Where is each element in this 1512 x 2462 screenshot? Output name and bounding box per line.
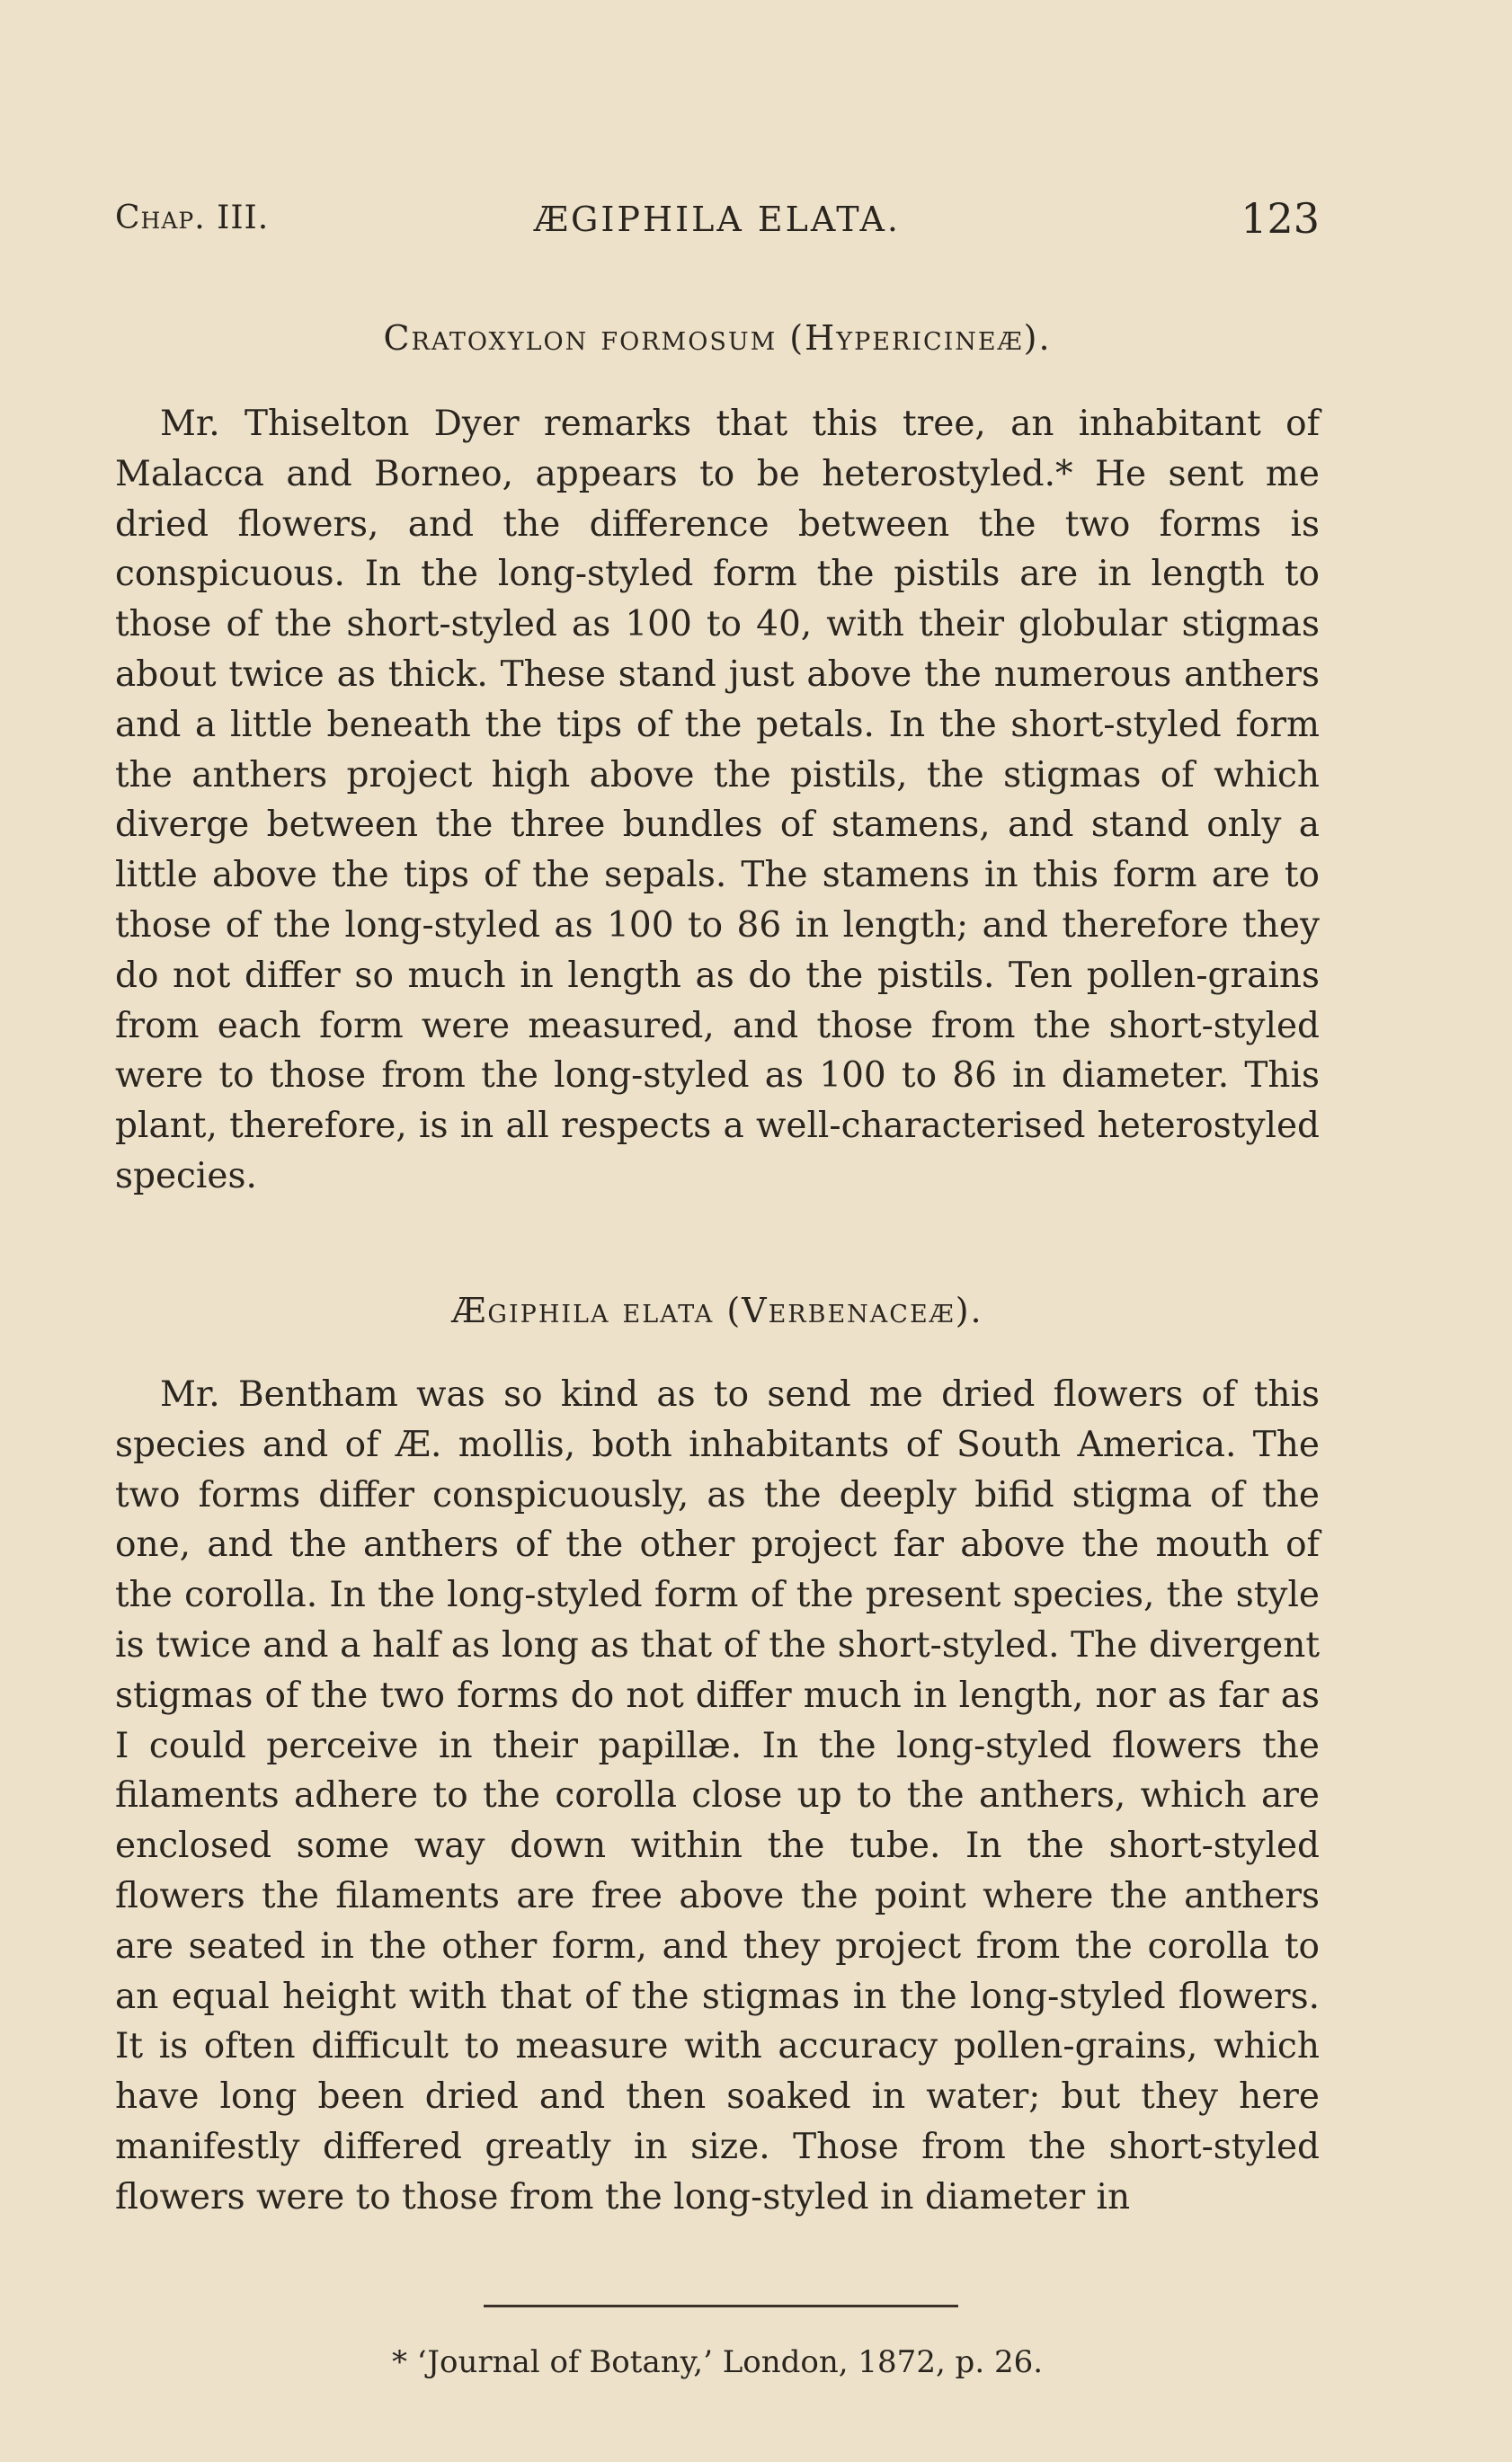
- footnote-divider: [484, 2305, 958, 2307]
- section-title-cratoxylon: Cratoxylon formosum (Hypericineæ).: [383, 318, 1052, 358]
- paragraph-aegiphila: Mr. Bentham was so kind as to send me dried flowers of this species and of Æ. mollis, both inhabitants of South America. The two forms differ conspicuously, as the deeply bifid stigma of the one, and the anthers of the other project far above the mouth of the corolla. In the long-styled form of the present species, the style is twice and a half as long as that of the short-styled. The divergent stigmas of the two forms do not differ much in length, nor as far as I could perceive in their papillæ. In the long-styled flowers the filaments adhere to the corolla close up to the anthers, which are enclosed some way down within the tube. In the short-styled flowers the filaments are free above the point where the anthers are seated in the other form, and they project from the corolla to an equal height with that of the stigmas in the long-styled flowers. It is often difficult to measure with accuracy pollen-grains, which have long been dried and then soaked in water; but they here manifestly differed greatly in size. Those from the short-styled flowers were to those from the long-styled in diameter in: [115, 1374, 1320, 2218]
- chapter-label: Chap. III.: [115, 200, 270, 236]
- section-title-aegiphila: Ægiphila elata (Verbenaceæ).: [451, 1291, 983, 1330]
- running-header: [115, 194, 1320, 253]
- page-number: 123: [1241, 194, 1320, 243]
- footnote: * ‘Journal of Botany,’ London, 1872, p. 26.: [391, 2344, 1044, 2380]
- running-title: ÆGIPHILA ELATA.: [533, 200, 901, 239]
- paragraph-cratoxylon: Mr. Thiselton Dyer remarks that this tree, an inhabitant of Malacca and Borneo, appears to be heterostyled.* He sent me dried flowers, and the difference between the two forms is conspicuous. In the long-styled form the pistils are in length to those of the short-styled as 100 to 40, with their globular stigmas about twice as thick. These stand just above the numerous anthers and a little beneath the tips of the petals. In the short-styled form the anthers project high above the pistils, the stigmas of which diverge between the three bundles of stamens, and stand only a little above the tips of the sepals. The stamens in this form are to those of the long-styled as 100 to 86 in length; and therefore they do not differ so much in length as do the pistils. Ten pollen-grains from each form were measured, and those from the short-styled were to those from the long-styled as 100 to 86 in diameter. This plant, therefore, is in all respects a well-characterised heterostyled species.: [115, 404, 1320, 1196]
